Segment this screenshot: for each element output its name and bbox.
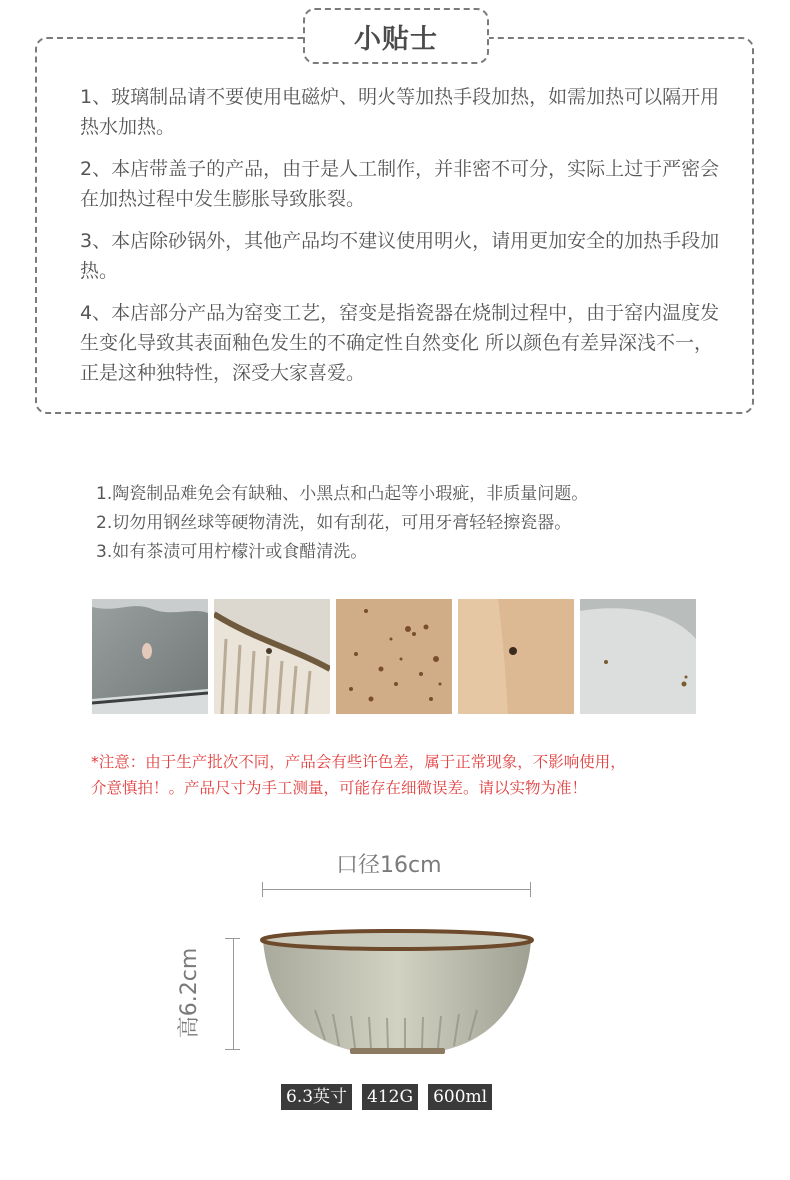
diameter-label: 口径16cm [336,853,442,878]
care-notes [96,480,736,567]
care-note: 2.切勿用钢丝球等硬物清洗，如有刮花，可用牙膏轻轻擦瓷器。 [96,513,572,533]
height-cap [225,1049,240,1050]
warning-line: *注意：由于生产批次不同，产品会有些许色差，属于正常现象，不影响使用， [91,753,626,771]
defect-photos [92,599,696,714]
photo-dots-grey [580,599,696,714]
diameter-cap [530,882,531,897]
spec-size: 6.3英寸 [281,1084,352,1110]
height-line [233,938,234,1049]
photo-black-dot-tan [458,599,574,714]
diameter-cap [262,882,263,897]
height-label: 高6.2cm [177,947,202,1039]
diameter-line [262,889,530,890]
spec-tags [281,1084,492,1110]
bowl-illustration [255,922,540,1062]
warning-line: 介意慎拍！。产品尺寸为手工测量，可能存在细微误差。请以实物为准！ [91,779,588,797]
care-note: 1.陶瓷制品难免会有缺釉、小黑点和凸起等小瑕疵，非质量问题。 [96,484,589,504]
tips-title-frame [303,8,489,64]
spec-capacity: 600ml [428,1084,492,1110]
tip-item: 4、本店部分产品为窑变工艺，窑变是指瓷器在烧制过程中，由于窑内温度发生变化导致其表面釉色发生的不确定性自然变化 所以颜色有差异深浅不一，正是这种独特性，深受大家喜爱。 [80,302,720,384]
care-note: 3.如有茶渍可用柠檬汁或食醋清洗。 [96,542,368,562]
spec-weight: 412G [362,1084,418,1110]
tips-list [80,82,720,400]
height-cap [225,938,240,939]
tip-item: 3、本店除砂锅外，其他产品均不建议使用明火，请用更加安全的加热手段加热。 [80,230,720,282]
tip-item: 1、玻璃制品请不要使用电磁炉、明火等加热手段加热，如需加热可以隔开用热水加热。 [80,86,720,138]
photo-rim-chip [214,599,330,714]
photo-glaze-defect-grey [92,599,208,714]
tips-title: 小贴士 [354,23,438,55]
tip-item: 2、本店带盖子的产品，由于是人工制作，并非密不可分，实际上过于严密会在加热过程中发生膨胀导致胀裂。 [80,158,720,210]
warning-note [91,749,731,801]
photo-speckles-brown [336,599,452,714]
